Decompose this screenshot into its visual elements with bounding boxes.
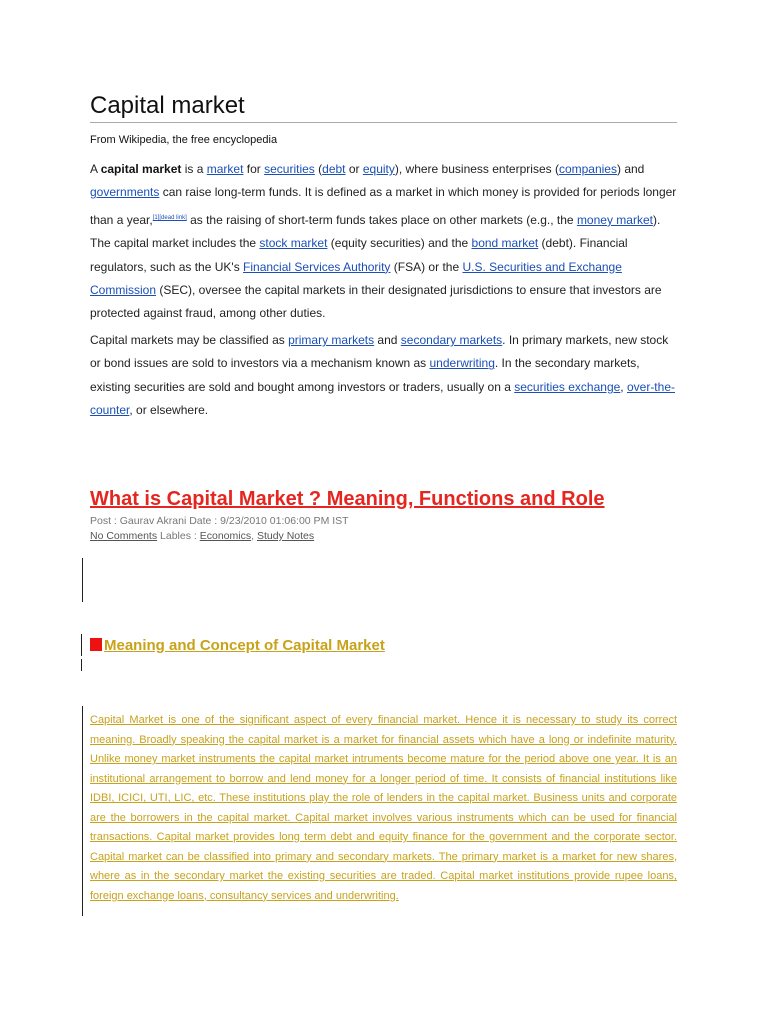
comments-link[interactable]: No Comments bbox=[90, 530, 158, 542]
link-sec[interactable]: U.S. Securities and Exchange Commission bbox=[90, 259, 622, 298]
label-separator: , bbox=[251, 530, 257, 542]
link-governments[interactable]: governments bbox=[90, 185, 160, 200]
post-meta: Post : Gaurav Akrani Date : 9/23/2010 01:06:00 PM IST bbox=[90, 515, 349, 527]
label-economics-link[interactable]: Economics bbox=[199, 530, 252, 542]
section-body: Capital Market is one of the significant aspect of every financial market. Hence it is necessary to study its correct meaning. Broadly speaking the capital market is a market for financial assets which have a long or indefinite maturity. Unlike money market instruments the capital market intruments become mature for the period above one year. It is an institutional arrangement to borrow and lend money for a longer period of time. It consists of financial institutions like IDBI, ICICI, UTI, LIC, etc. These institutions play the role of lenders in the capital market. Business units and corporate are the borrowers in the capital market. Capital market involves various instruments which can be used for financial transactions. Capital market provides long term debt and equity finance for the government and the corporate sector. Capital market can be classified into primary and secondary markets. The primary market is a market for new shares, where as in the secondary market the existing securities are traded. Capital market institutions provide rupee loans, foreign exchange loans, consultancy services and underwriting. bbox=[90, 714, 677, 902]
text: (debt). Financial regulators, such as the UK's bbox=[90, 236, 628, 274]
text: ) and bbox=[616, 162, 645, 176]
red-square-icon bbox=[90, 638, 102, 651]
page-subtitle: From Wikipedia, the free encyclopedia bbox=[90, 134, 278, 146]
text: or bbox=[345, 162, 363, 176]
link-money-market[interactable]: money market bbox=[576, 212, 653, 227]
margin-bar bbox=[81, 659, 82, 671]
link-underwriting[interactable]: underwriting bbox=[429, 356, 495, 371]
section-heading bbox=[90, 637, 385, 654]
post-labels bbox=[90, 530, 314, 542]
page-title: Capital market bbox=[90, 92, 245, 119]
text: can raise long-term funds. It is defined as a market in which money is provided for periods longer than a year, bbox=[90, 185, 677, 227]
section-heading-text: Meaning and Concept of Capital Market bbox=[104, 637, 385, 654]
bold-term: capital market bbox=[100, 162, 182, 176]
text: . In the secondary markets, existing securities are sold and bought among investors or traders, usually on a bbox=[90, 356, 640, 394]
link-debt[interactable]: debt bbox=[322, 162, 346, 176]
link-primary-markets[interactable]: primary markets bbox=[288, 333, 375, 347]
link-securities[interactable]: securities bbox=[264, 162, 315, 176]
margin-bar bbox=[82, 558, 83, 602]
margin-bar bbox=[81, 634, 82, 656]
text: (SEC), oversee the capital markets in their designated jurisdictions to ensure that investors are protected against fraud, among other duties. bbox=[90, 283, 662, 321]
text: is a bbox=[181, 162, 207, 176]
margin-bar bbox=[82, 706, 83, 916]
text: , bbox=[620, 379, 627, 394]
text: and bbox=[374, 333, 401, 347]
text: . In primary markets, new stock or bond issues are sold to investors via a mechanism known as bbox=[90, 333, 669, 371]
link-bond-market[interactable]: bond market bbox=[471, 236, 539, 251]
link-market[interactable]: market bbox=[206, 162, 244, 176]
intro-paragraph bbox=[90, 158, 680, 326]
link-stock-market[interactable]: stock market bbox=[259, 236, 328, 251]
text: (FSA) or the bbox=[390, 259, 463, 274]
link-companies[interactable]: companies bbox=[558, 162, 617, 176]
text: Capital markets may be classified as bbox=[90, 333, 289, 347]
link-equity[interactable]: equity bbox=[362, 162, 395, 176]
link-secondary-markets[interactable]: secondary markets bbox=[400, 333, 503, 347]
text: ), where business enterprises ( bbox=[394, 162, 559, 176]
label-study-notes-link[interactable]: Study Notes bbox=[256, 530, 315, 542]
title-divider bbox=[90, 122, 677, 123]
text: as the raising of short-term funds takes place on other markets (e.g., the bbox=[186, 212, 577, 227]
text: (equity securities) and the bbox=[327, 236, 472, 251]
link-over-the-counter[interactable]: over-the-counter bbox=[90, 379, 675, 418]
text: , or elsewhere. bbox=[129, 403, 209, 418]
citation-link[interactable]: [1][dead link] bbox=[152, 214, 187, 221]
labels-prefix: Lables : bbox=[157, 530, 200, 542]
link-securities-exchange[interactable]: securities exchange bbox=[514, 379, 621, 394]
text: A bbox=[90, 162, 101, 176]
blog-post-title[interactable]: What is Capital Market ? Meaning, Functions and Role bbox=[90, 488, 605, 510]
text: for bbox=[243, 162, 265, 176]
classification-paragraph bbox=[90, 329, 680, 423]
text: ( bbox=[314, 162, 323, 176]
text: ). The capital market includes the bbox=[90, 212, 661, 251]
link-fsa[interactable]: Financial Services Authority bbox=[243, 259, 391, 274]
